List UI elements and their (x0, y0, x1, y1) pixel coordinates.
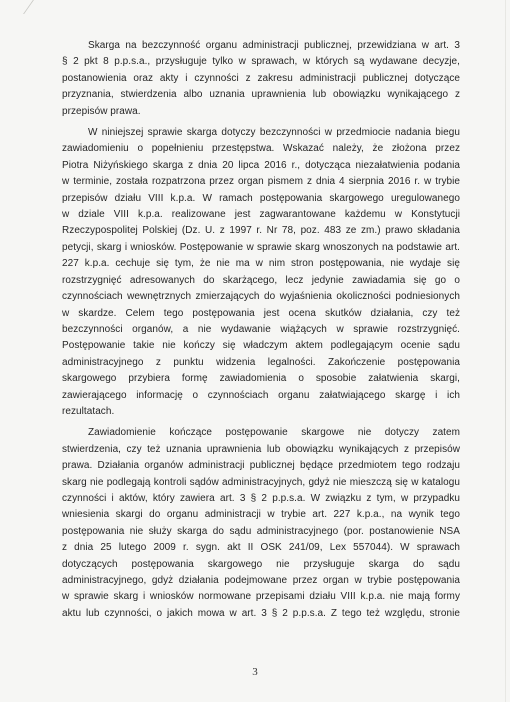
text-line: bezczynności organów, a nie wydawanie wiążących w sprawie rozstrzygnięć. (62, 323, 460, 335)
text-line: prawa. Działania organów administracji publicznej będące przedmiotem tego rodzaju (62, 460, 460, 472)
paragraph (62, 125, 460, 420)
text-line: w sprawie skarg i wniosków normowane przepisami działu VIII k.p.a. nie mają formy (62, 591, 460, 603)
text-line: z dnia 25 lutego 2009 r. sygn. akt II OSK 241/09, Lex 557044). W sprawach (62, 542, 460, 554)
text-line: przyznania, stwierdzenia albo uznania uprawnienia lub obowiązku wynikającego z (62, 89, 460, 101)
text-line: § 2 pkt 8 p.p.s.a., przysługuje tylko w sprawach, w których są wydawane decyzje, (62, 56, 460, 68)
text-line: przepisów działu VIII k.p.a. W ramach postępowania skargowego uregulowanego (62, 192, 460, 204)
text-line: czynnościach wewnętrznych zmierzających do wyjaśnienia okoliczności podniesionych (62, 291, 460, 303)
text-line: administracyjnego z punktu widzenia legalności. Zakończenie postępowania (62, 356, 460, 368)
text-line: w dziale VIII k.p.a. realizowane jest zagwarantowane każdemu w Konstytucji (62, 209, 460, 221)
text-line: stwierdzenia, czy też uznania uprawnienia lub obowiązku wynikających z przepisów (62, 443, 460, 455)
text-line: przepisów prawa. (62, 105, 141, 117)
text-line: skargowego przybiera formę zawiadomienia o sposobie załatwienia skargi, (62, 373, 460, 385)
text-line: czynności i aktów, który zawiera art. 3 § 2 p.p.s.a. W związku z tym, w przypadku (62, 492, 460, 504)
text-line: zawiadomieniu o popełnieniu przestępstwa. Wskazać należy, że złożona przez (62, 143, 460, 155)
text-line: postanowienia oraz akty i czynności z zakresu administracji publicznej dotyczące (62, 72, 460, 84)
text-line: skarg nie podlegają kontroli sądów administracyjnych, gdyż nie mieszczą się w katalogu (62, 476, 460, 488)
text-line: petycji, skarg i wniosków. Postępowanie w sprawie skarg wnoszonych na podstawie art. (62, 241, 460, 253)
text-line: wniesienia skargi do organu administracji w trybie art. 227 k.p.a., na wynik tego (62, 509, 460, 521)
text-line: Piotra Niżyńskiego skarga z dnia 20 lipca 2016 r., dotycząca niezałatwienia podania (62, 159, 460, 171)
text-line: rezultatach. (62, 405, 115, 417)
document-body (62, 38, 460, 627)
text-line: Skarga na bezczynność organu administracji publicznej, przewidziana w art. 3 (88, 40, 460, 51)
scan-corner-mark (23, 0, 50, 14)
page-number: 3 (252, 666, 258, 678)
text-line: administracyjnego, gdyż działania podejmowane przez organ w trybie postępowania (62, 575, 460, 586)
scan-right-edge (505, 0, 506, 702)
text-line: w skardze. Celem tego postępowania jest ocena skutków działania, czy też (62, 307, 460, 319)
text-line: Postępowanie takie nie kończy się władczym aktem podlegającym ocenie sądu (62, 340, 460, 352)
text-line: postępowania nie służy skarga do sądu administracyjnego (por. postanowienie NSA (62, 525, 460, 537)
text-line: Zawiadomienie kończące postępowanie skargowe nie dotyczy zatem (88, 427, 460, 439)
text-line: zawierającego informację o czynnościach organu załatwiającego skargę i ich (62, 389, 460, 401)
paragraph (62, 425, 460, 622)
paragraph (62, 38, 460, 120)
text-line: aktu lub czynności, o jakich mowa w art. 3 § 2 p.p.s.a. Z tego też względu, stronie (62, 607, 460, 619)
text-line: 227 k.p.a. cechuje się tym, że nie ma w nim stron postępowania, nie wydaje się (62, 258, 460, 270)
text-line: dotyczących postępowania skargowego nie przysługuje skarga do sądu (62, 558, 460, 570)
text-line: rozstrzygnięć adresowanych do skarżącego, lecz jedynie zawiadamia się go o (62, 274, 460, 286)
text-line: W niniejszej sprawie skarga dotyczy bezczynności w przedmiocie nadania biegu (88, 127, 460, 139)
text-line: Rzeczypospolitej Polskiej (Dz. U. z 1997 r. Nr 78, poz. 483 ze zm.) prawo składania (62, 225, 460, 237)
text-line: w terminie, została rozpatrzona przez organ pismem z dnia 4 sierpnia 2016 r. w trybie (62, 176, 460, 188)
